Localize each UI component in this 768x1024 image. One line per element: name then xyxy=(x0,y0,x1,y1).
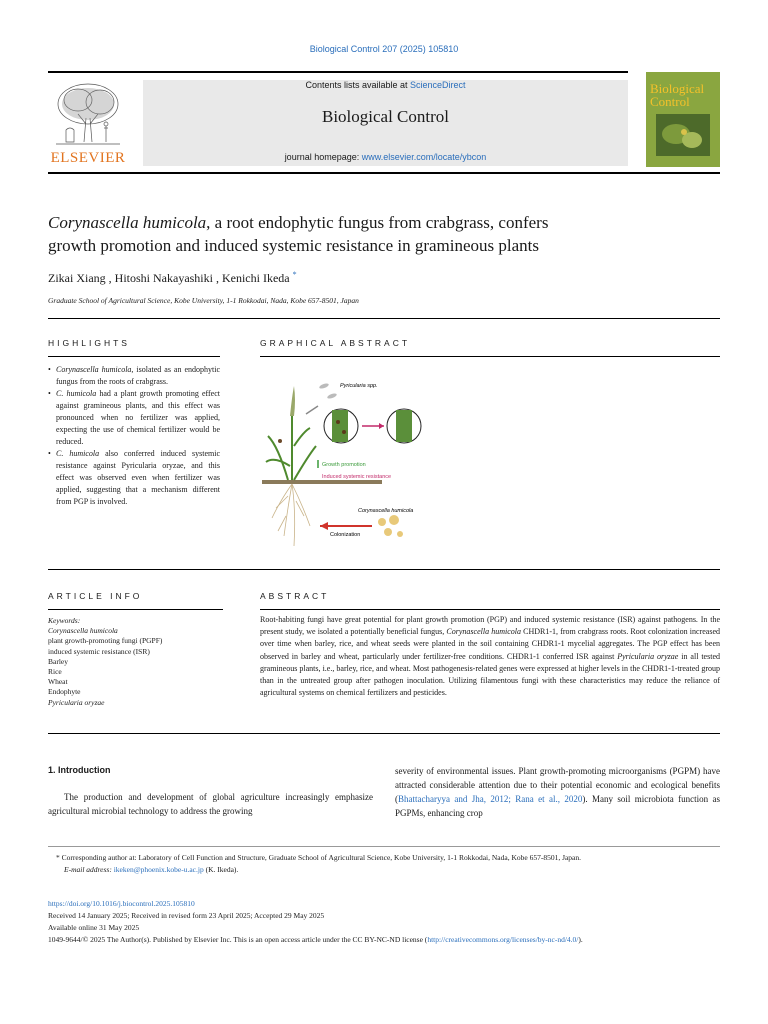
plant-roots xyxy=(272,484,310,546)
intro-left-paragraph: The production and development of global agriculture increasingly emphasize agricultural microbial technology to address the growing xyxy=(48,792,373,816)
cover-photo-image xyxy=(656,114,710,156)
pathogen-label: Pyricularia spp. xyxy=(340,383,378,389)
title-line-2: growth promotion and induced systemic resistance in gramineous plants xyxy=(48,236,540,255)
intro-segment: ). Many soil microbiota function as PGPMs, enhancing crop xyxy=(395,794,721,818)
highlight-item xyxy=(48,388,220,448)
affiliation-rule xyxy=(48,318,720,319)
colonization-arrowhead xyxy=(320,522,328,530)
homepage-prefix: journal homepage: xyxy=(284,152,362,162)
abstract-segment: CHDR1-1, from crabgrass roots. Root colonization increased over time when barley, rice, and wheat seeds were planted in the soil containing CHDR1-1 mycelial aggregates. The PGP effect has been observed in barley and wheat, particularly under fertilizer-free conditions. CHDR1-1 conferred ISR against xyxy=(260,627,720,661)
header-top-rule xyxy=(48,71,628,73)
homepage-link[interactable]: www.elsevier.com/locate/ybcon xyxy=(361,152,487,162)
elsevier-wordmark: ELSEVIER xyxy=(50,150,126,166)
graphical-abstract-figure[interactable] xyxy=(258,376,454,554)
email-suffix: (K. Ikeda). xyxy=(203,865,239,874)
keyword-item: plant growth-promoting fungi (PGPF) xyxy=(48,636,163,646)
elsevier-tree-logo xyxy=(48,78,128,150)
abstract-rule xyxy=(260,609,720,610)
isr-arrowhead xyxy=(379,423,384,429)
title-species: Corynascella humicola xyxy=(48,213,207,232)
email-link[interactable]: ikeken@phoenix.kobe-u.ac.jp xyxy=(113,865,204,874)
fungus-label: Corynascella humicola xyxy=(358,508,414,514)
lesion-spot xyxy=(342,430,346,434)
contents-prefix: Contents lists available at xyxy=(305,80,411,90)
keyword-item: Rice xyxy=(48,667,62,677)
abstract-bottom-rule xyxy=(48,733,720,734)
highlights-list xyxy=(48,364,220,508)
keyword-item: Wheat xyxy=(48,677,68,687)
highlight-species: C. humicola xyxy=(56,449,100,458)
keywords-label: Keywords: xyxy=(48,616,81,625)
license-suffix: ). xyxy=(578,935,583,944)
highlights-rule xyxy=(48,356,220,357)
abstract-segment: in all tested gramineous plants, i.e., barley, rice, and wheat. Most pathogenesis-related genes were expressed at higher levels in the CHDR1-1-treated group than in the untreated group after pathogen inoculation. Utilizing filamentous fungi with these characteristics may reduce the reliance of agricultural systems on chemical fertilizers and pesticides. xyxy=(260,651,720,698)
footnote-block xyxy=(48,852,720,876)
journal-reference-link[interactable]: Biological Control 207 (2025) 105810 xyxy=(309,44,459,54)
lesion-spot xyxy=(278,439,282,443)
keyword-item: Corynascella humicola xyxy=(48,626,118,636)
lesion-spot xyxy=(336,420,340,424)
abstract-text xyxy=(260,614,720,699)
keyword-item: Pyricularia oryzae xyxy=(48,697,105,707)
corresponding-author-note: * Corresponding author at: Laboratory of Cell Function and Structure, Graduate School of Agricultural Science, Kobe University, 1-1 Rokkodai, Nada, Kobe 657-8501, Japan. xyxy=(56,853,582,862)
contents-line xyxy=(143,80,628,90)
license-link[interactable]: http://creativecommons.org/licenses/by-nc-nd/4.0/ xyxy=(427,935,579,944)
highlight-text: also conferred induced systemic resistance against Pyricularia oryzae, and this effect was observed even when fertilizer was applied, suggesting that a mechanism different from PGP is involved. xyxy=(56,449,221,506)
intro-segment: severity of environmental issues. Plant growth-promoting microorganisms (PGPM) have attracted considerable attention due to their potential economic and ecological benefits ( xyxy=(395,766,720,804)
highlight-text: had a plant growth promoting effect against gramineous plants, and this effect was pronounced when no fertilizer was applied, expecting the use of chemical fertilizer would be reduced. xyxy=(56,389,221,446)
affiliation: Graduate School of Agricultural Science, Kobe University, 1-1 Rokkodai, Nada, Kobe 657-8501, Japan xyxy=(48,296,359,305)
received-dates: Received 14 January 2025; Received in revised form 23 April 2025; Accepted 29 May 2025 xyxy=(48,911,325,920)
keyword-item: induced systemic resistance (ISR) xyxy=(48,646,150,656)
pathogen-arrow xyxy=(306,406,318,414)
colonization-label: Colonization xyxy=(330,532,361,538)
title-rest: , a root endophytic fungus from crabgrass, confers xyxy=(206,213,549,232)
email-label: E-mail address: xyxy=(64,865,114,874)
article-title xyxy=(48,211,728,257)
graphical-abstract-rule xyxy=(260,356,720,357)
author-name[interactable]: Kenichi Ikeda xyxy=(221,271,290,285)
graphical-abstract-heading: GRAPHICAL ABSTRACT xyxy=(260,338,411,348)
highlight-species: C. humicola xyxy=(56,389,97,398)
article-info-top-rule xyxy=(48,569,720,570)
license-prefix: 1049-9644/© 2025 The Author(s). Published by Elsevier Inc. This is an open access article under the CC BY-NC-ND license ( xyxy=(48,935,428,944)
article-info-heading: ARTICLE INFO xyxy=(48,591,143,601)
wheat-ear xyxy=(290,386,295,416)
journal-homepage xyxy=(143,152,628,162)
keyword-item: Endophyte xyxy=(48,687,81,697)
header-bottom-rule xyxy=(48,172,720,174)
soil-line xyxy=(262,480,382,484)
author-list xyxy=(48,270,297,286)
keywords-block xyxy=(48,616,223,708)
corresponding-author-mark[interactable]: * xyxy=(292,270,297,279)
publication-info xyxy=(48,898,720,946)
abstract-species: Corynascella humicola xyxy=(446,627,521,637)
keyword-item: Barley xyxy=(48,656,68,666)
growth-label: Growth promotion xyxy=(322,462,366,468)
highlight-item xyxy=(48,448,220,508)
highlight-species: Corynascella humicola xyxy=(56,365,132,374)
fungal-aggregates xyxy=(378,515,403,537)
cover-photo xyxy=(656,114,710,156)
abstract-species: Pyricularia oryzae xyxy=(617,651,679,661)
available-online: Available online 31 May 2025 xyxy=(48,923,140,932)
author-name[interactable]: Hitoshi Nakayashiki xyxy=(114,271,213,285)
highlight-item xyxy=(48,364,220,388)
footnote-rule xyxy=(48,846,720,847)
sciencedirect-link[interactable]: ScienceDirect xyxy=(410,80,466,90)
cover-title-line-1: Biological xyxy=(650,81,705,96)
journal-name: Biological Control xyxy=(321,107,450,126)
leaf-tissue xyxy=(396,410,412,442)
citation-link[interactable]: Bhattacharyya and Jha, 2012; Rana et al., 2020 xyxy=(398,794,583,804)
cover-title xyxy=(650,82,718,108)
author-separator: , xyxy=(212,271,222,285)
leaf-tissue xyxy=(332,410,348,442)
isr-label: Induced systemic resistance xyxy=(322,474,392,480)
license-line xyxy=(48,934,720,946)
cover-title-line-2: Control xyxy=(650,94,690,109)
title-line-1 xyxy=(48,211,728,234)
intro-right-paragraph xyxy=(395,764,720,820)
abstract-segment: Root-habiting fungi have great potential for plant growth promotion (PGP) and induced systemic resistance (ISR) against pathogens. In the present study, we isolated a potentially beneficial fungus, xyxy=(260,615,720,637)
author-name[interactable]: Zikai Xiang xyxy=(48,271,106,285)
pathogen-spores xyxy=(319,382,338,399)
highlight-text: , isolated as an endophytic fungus from the roots of crabgrass. xyxy=(56,365,220,386)
doi-link[interactable]: https://doi.org/10.1016/j.biocontrol.2025.105810 xyxy=(48,899,195,908)
introduction-heading: 1. Introduction xyxy=(48,765,111,775)
highlights-heading: HIGHLIGHTS xyxy=(48,338,130,348)
email-line xyxy=(48,864,720,876)
author-separator: , xyxy=(105,271,115,285)
article-info-rule xyxy=(48,609,223,610)
plant-shoot xyxy=(266,416,316,480)
abstract-heading: ABSTRACT xyxy=(260,591,330,601)
